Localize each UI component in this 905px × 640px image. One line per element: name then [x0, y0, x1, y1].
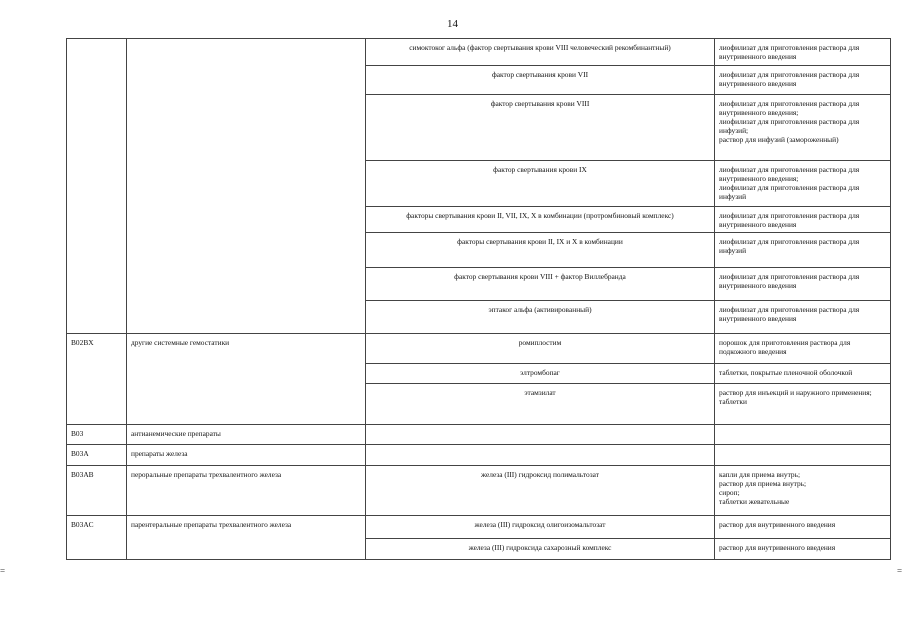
drug-name-cell: фактор свертывания крови VIII + фактор Виллебранда [366, 268, 715, 301]
dosage-form-line: лиофилизат для приготовления раствора для внутривенного введения; [719, 99, 860, 117]
drug-name-cell: фактор свертывания крови VIII [366, 95, 715, 161]
dosage-form-line: таблетки жевательные [719, 497, 790, 506]
dosage-form-line: лиофилизат для приготовления раствора для внутривенного введения [719, 43, 860, 61]
dosage-form-cell [715, 384, 891, 425]
atc-code-cell: B03AB [67, 466, 127, 516]
drug-name-cell: железа (III) гидроксид олигоизомальтозат [366, 516, 715, 539]
table-row [67, 516, 891, 539]
drug-name-cell: факторы свертывания крови II, VII, IX, X в комбинации (протромбиновый комплекс) [366, 207, 715, 233]
drug-list-table [66, 38, 891, 560]
drug-name-cell: фактор свертывания крови VII [366, 66, 715, 95]
dosage-form-cell [715, 364, 891, 384]
drug-name-cell: железа (III) гидроксида сахарозный комплекс [366, 539, 715, 560]
dosage-form-line: лиофилизат для приготовления раствора для внутривенного введения; [719, 165, 860, 183]
dosage-form-cell [715, 301, 891, 334]
table-row [67, 445, 891, 466]
anatomical-therapeutic-group-cell: парентеральные препараты трехвалентного железа [127, 516, 366, 560]
left-edge-mark: = [0, 566, 6, 576]
anatomical-therapeutic-group-cell: антианемические препараты [127, 425, 366, 445]
atc-code-cell: B03 [67, 425, 127, 445]
dosage-form-cell [715, 425, 891, 445]
anatomical-therapeutic-group-cell: препараты железа [127, 445, 366, 466]
dosage-form-line: таблетки, покрытые пленочной оболочкой [719, 368, 853, 377]
dosage-form-cell [715, 161, 891, 207]
drug-name-cell: этамзилат [366, 384, 715, 425]
dosage-form-line: таблетки [719, 397, 747, 406]
dosage-form-cell [715, 539, 891, 560]
dosage-form-cell [715, 466, 891, 516]
anatomical-therapeutic-group-cell: другие системные гемостатики [127, 334, 366, 425]
right-edge-mark: = [897, 566, 903, 576]
dosage-form-line: сироп; [719, 488, 740, 497]
dosage-form-cell [715, 39, 891, 66]
dosage-form-line: лиофилизат для приготовления раствора для внутривенного введения [719, 305, 860, 323]
dosage-form-line: раствор для внутривенного введения [719, 520, 836, 529]
drug-name-cell: факторы свертывания крови II, IX и X в комбинации [366, 233, 715, 268]
table-row [67, 425, 891, 445]
dosage-form-cell [715, 334, 891, 364]
dosage-form-line: лиофилизат для приготовления раствора для внутривенного введения [719, 211, 860, 229]
dosage-form-line: раствор для инфузий (замороженный) [719, 135, 839, 144]
dosage-form-line: лиофилизат для приготовления раствора для внутривенного введения [719, 70, 860, 88]
drug-name-cell [366, 445, 715, 466]
dosage-form-line: лиофилизат для приготовления раствора для внутривенного введения [719, 272, 860, 290]
drug-name-cell: симоктоког альфа (фактор свертывания крови VIII человеческий рекомбинантный) [366, 39, 715, 66]
atc-code-cell: B03A [67, 445, 127, 466]
dosage-form-line: лиофилизат для приготовления раствора для инфузий [719, 183, 860, 201]
dosage-form-cell [715, 445, 891, 466]
dosage-form-line: капли для приема внутрь; [719, 470, 801, 479]
page-number: 14 [447, 18, 458, 30]
dosage-form-cell [715, 95, 891, 161]
table-row [67, 466, 891, 516]
drug-name-cell: эптаког альфа (активированный) [366, 301, 715, 334]
atc-code-cell [67, 39, 127, 334]
dosage-form-cell [715, 66, 891, 95]
dosage-form-cell [715, 516, 891, 539]
dosage-form-cell [715, 207, 891, 233]
dosage-form-cell [715, 233, 891, 268]
dosage-form-line: раствор для приема внутрь; [719, 479, 807, 488]
drug-name-cell: железа (III) гидроксид полимальтозат [366, 466, 715, 516]
atc-code-cell: B02BX [67, 334, 127, 425]
drug-name-cell: элтромбопаг [366, 364, 715, 384]
anatomical-therapeutic-group-cell [127, 39, 366, 334]
drug-name-cell: фактор свертывания крови IX [366, 161, 715, 207]
dosage-form-line: лиофилизат для приготовления раствора для инфузий; [719, 117, 860, 135]
dosage-form-line: раствор для внутривенного введения [719, 543, 836, 552]
atc-code-cell: B03AC [67, 516, 127, 560]
dosage-form-cell [715, 268, 891, 301]
dosage-form-line: порошок для приготовления раствора для подкожного введения [719, 338, 851, 356]
drug-name-cell: ромиплостим [366, 334, 715, 364]
dosage-form-line: раствор для инъекций и наружного применения; [719, 388, 872, 397]
table-row [67, 39, 891, 66]
dosage-form-line: лиофилизат для приготовления раствора для инфузий [719, 237, 860, 255]
anatomical-therapeutic-group-cell: пероральные препараты трехвалентного железа [127, 466, 366, 516]
drug-name-cell [366, 425, 715, 445]
table-row [67, 334, 891, 364]
